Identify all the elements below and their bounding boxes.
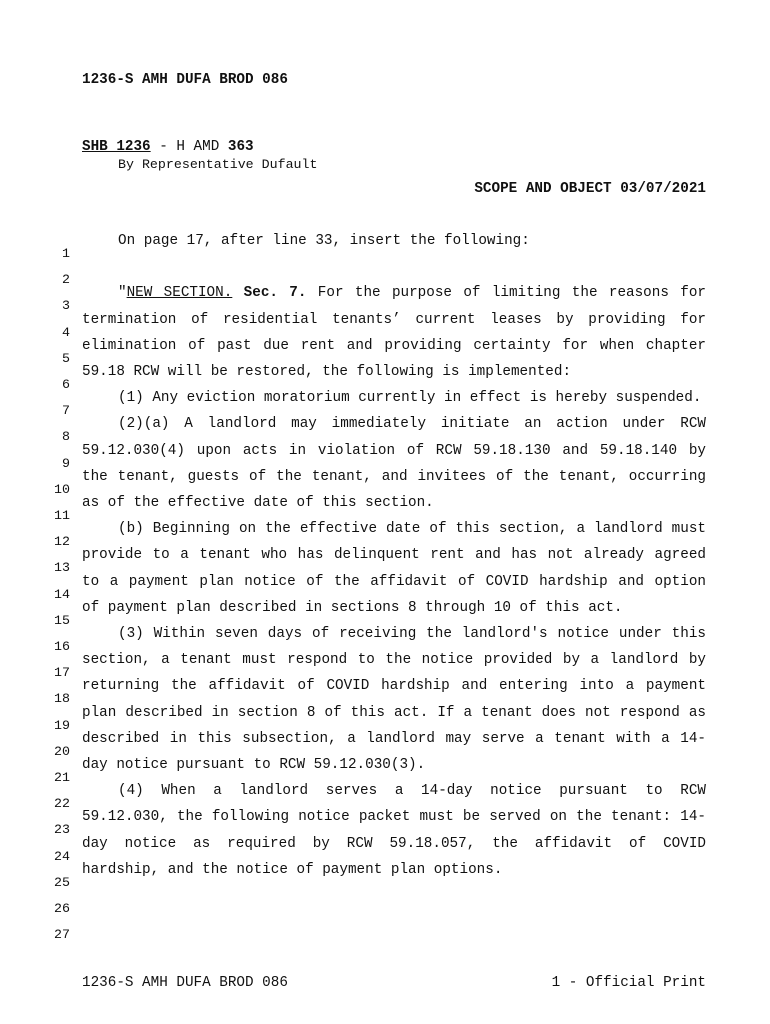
line-number: 10 [54,481,70,497]
line-number: 24 [54,848,70,864]
line-number: 7 [62,403,70,419]
line-number: 3 [62,298,70,314]
intro-paragraph: On page 17, after line 33, insert the following: [118,233,530,249]
line-number: 17 [54,665,70,681]
line-number: 18 [54,691,70,707]
amendment-prefix: - H AMD [150,139,228,155]
new-section-label: NEW SECTION. [126,285,233,302]
scope-and-object: SCOPE AND OBJECT 03/07/2021 [474,181,706,197]
subsection-1: (1) Any eviction moratorium currently in effect is hereby suspended. [118,390,702,407]
line-number: 13 [54,560,70,576]
line-number: 8 [62,429,70,445]
line-number: 2 [62,272,70,288]
subsection-2a: (2)(a) A landlord may immediately initiate an action under RCW 59.12.030(4) upon acts in violation of RCW 59.18.130 and 59.18.140 by the tenant, guests of the tenant, and invitees of the tenant, occurring as of the effective date of this section. [82,416,706,512]
line-number: 15 [54,612,70,628]
line-number: 19 [54,717,70,733]
line-numbers [52,241,70,948]
subsection-4: (4) When a landlord serves a 14-day notice pursuant to RCW 59.12.030, the following notice packet must be served on the tenant: 14-day notice as required by RCW 59.18.057, the affidavit of COVID hardship, and the notice of payment plan options. [82,783,706,878]
line-number: 4 [62,324,70,340]
draft-code: 1236-S AMH DUFA BROD 086 [82,72,288,88]
section-paragraph [82,280,706,385]
line-number: 14 [54,586,70,602]
section-text: For the purpose of limiting the reasons for termination of residential tenants’ current leases by providing for elimination of past due rent and providing certainty for when chapter 59.18 RCW will be restored, the following is implemented: [82,285,706,380]
line-number: 25 [54,874,70,890]
line-number: 21 [54,770,70,786]
line-number: 12 [54,534,70,550]
subsection-3: (3) Within seven days of receiving the landlord's notice under this section, a tenant must respond to the notice provided by a landlord by returning the affidavit of COVID hardship and entering into a payment plan described in section 8 of this act. If a tenant does not respond as described in this subsection, a landlord may serve a tenant with a 14-day notice pursuant to RCW 59.12.030(3). [82,626,706,774]
line-number: 1 [62,246,70,261]
open-quote: " [118,285,127,302]
sponsor-line: By Representative Dufault [118,157,318,172]
amendment-number: 363 [227,139,254,155]
section-number: Sec. 7. [243,285,307,302]
amendment-body [82,228,706,883]
line-number: 16 [54,639,70,655]
line-number: 6 [62,377,70,393]
line-number: 11 [54,508,70,524]
line-number: 22 [54,796,70,812]
line-number: 20 [54,743,70,759]
footer-page-info: 1 - Official Print [551,975,706,991]
line-number: 23 [54,822,70,838]
footer-draft-code: 1236-S AMH DUFA BROD 086 [82,975,288,991]
bill-number: SHB 1236 [82,139,151,155]
subsection-2b: (b) Beginning on the effective date of this section, a landlord must provide to a tenant who has delinquent rent and has not already agreed to a payment plan notice of the affidavit of COVID hardship and option of payment plan described in sections 8 through 10 of this act. [82,521,706,616]
line-number: 26 [54,901,70,917]
blank-line [82,254,706,280]
bill-amendment-line [82,139,254,155]
line-number: 9 [62,455,70,471]
line-number: 5 [62,350,70,366]
line-number: 27 [54,927,70,943]
